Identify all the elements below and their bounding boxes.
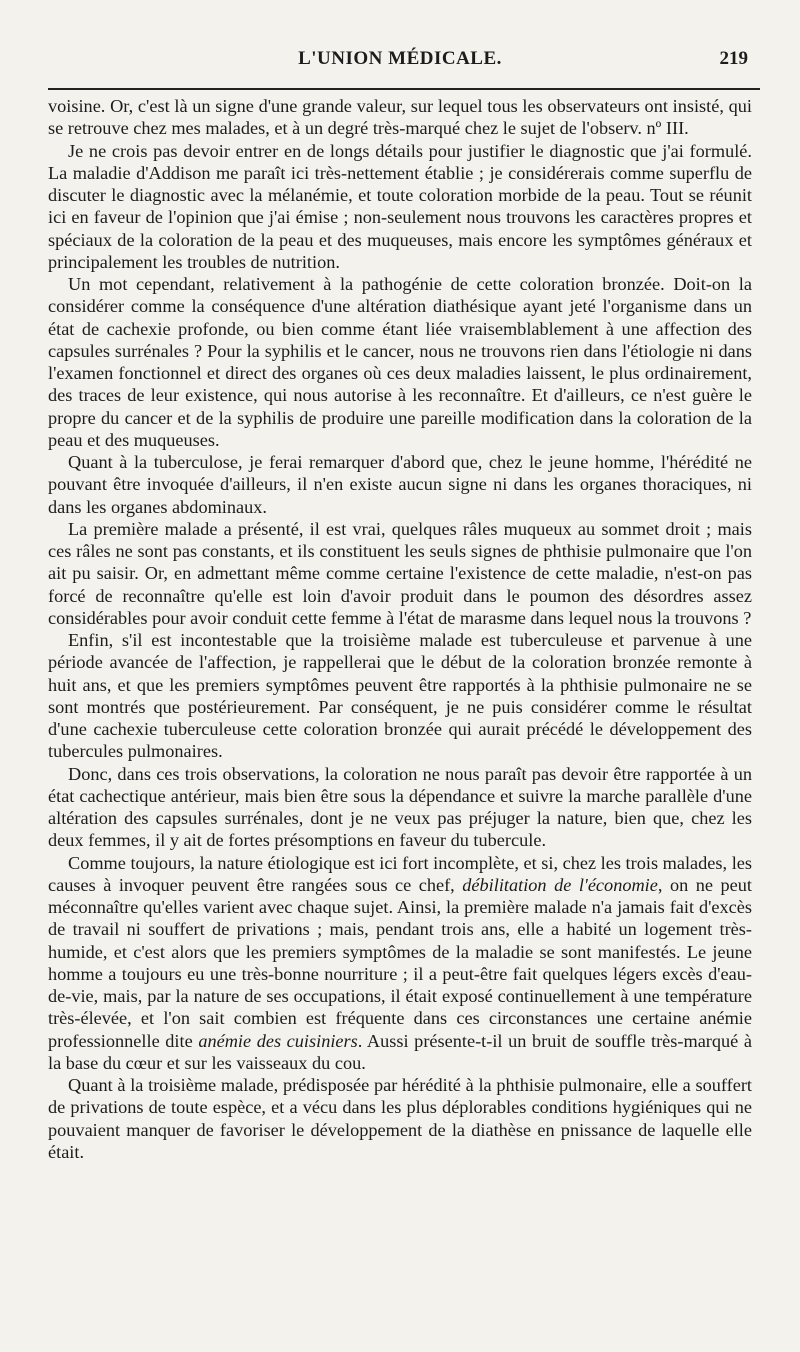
paragraph — [48, 852, 752, 1075]
text-run: Je ne crois pas devoir entrer en de longs détails pour justifier le diagnostic que j'ai formulé. La maladie d'Addison me paraît ici très-nettement établie ; je considérerais comme superflu de discuter le diagnostic avec la mélanémie, et toute coloration morbide de la peau. Tout se réunit ici en faveur de l'opinion que j'ai émise ; non-seulement nous trouvons les caractères propres et spéciaux de la coloration de la peau et des muqueuses, mais encore les symptômes généraux et principalement les troubles de nutrition. — [48, 140, 752, 272]
italic-phrase: anémie des cuisiniers — [198, 1030, 358, 1051]
body-text — [48, 95, 752, 1163]
text-run: , on ne peut méconnaître qu'elles varient avec chaque sujet. Ainsi, la première malade n'a jamais fait d'excès de travail ni souffert de privations ; mais, pendant trois ans, elle a habité un logement très-humide, et c'est alors que les premiers symptômes de la maladie se sont manifestés. Le jeune homme a toujours eu une très-bonne nourriture ; il a peut-être fait quelques légers excès d'eau-de-vie, mais, par la nature de ses occupations, il était exposé continuellement à une température très-élevée, et l'on sait combien est fréquente dans ces circonstances une certaine anémie professionnelle dite — [48, 874, 752, 1051]
paragraph — [48, 140, 752, 274]
paragraph — [48, 629, 752, 763]
paragraph — [48, 763, 752, 852]
italic-phrase: débilitation de l'économie — [462, 874, 658, 895]
header-rule — [48, 88, 760, 90]
journal-title: L'UNION MÉDICALE. — [298, 48, 502, 69]
paragraph — [48, 518, 752, 629]
text-run: La première malade a présenté, il est vrai, quelques râles muqueux au sommet droit ; mais ces râles ne sont pas constants, et ils constituent les seuls signes de phthisie pulmonaire que l'on ait pu saisir. Or, en admettant même comme certaine l'existence de cette maladie, n'est-on pas forcé de reconnaître qu'elle est loin d'avoir produit dans le poumon des désordres assez considérables pour avoir conduit cette femme à l'état de marasme dans lequel nous la trouvons ? — [48, 518, 752, 628]
text-run: voisine. Or, c'est là un signe d'une grande valeur, sur lequel tous les observateurs ont insisté, qui se retrouve chez mes malades, et à un degré très-marqué chez le sujet de l'observ. nº III. — [48, 96, 752, 139]
text-run: Enfin, s'il est incontestable que la troisième malade est tuberculeuse et parvenue à une période avancée de l'affection, je rappellerai que le début de la coloration bronzée remonte à huit ans, et que les premiers symptômes peuvent être rapportés à la phthisie pulmonaire ne se sont montrés que postérieurement. Par conséquent, je ne puis considérer comme le résultat d'une cachexie tuberculeuse cette coloration bronzée qui aurait précédé le développement des tubercules pulmonaires. — [48, 630, 752, 762]
text-run: Comme toujours, la nature étiologique est ici fort incomplète, et si, chez les trois malades, les causes à invoquer peuvent être rangées sous ce chef, — [48, 852, 752, 895]
paragraph — [48, 1074, 752, 1163]
paragraph — [48, 95, 752, 140]
text-run: Un mot cependant, relativement à la pathogénie de cette coloration bronzée. Doit-on la considérer comme la conséquence d'une altération diathésique ayant jeté l'organisme dans un état de cachexie profonde, ou bien comme étant liée vraisemblablement à une affection des capsules surrénales ? Pour la syphilis et le cancer, nous ne trouvons rien dans l'étiologie ni dans l'examen fonctionnel et direct des organes où ces deux maladies laissent, le plus ordinairement, des traces de leur existence, qui nous autorise à les reconnaître. Et d'ailleurs, ce n'est guère le propre du cancer et de la syphilis de produire une pareille modification dans la coloration de la peau et des muqueuses. — [48, 274, 752, 450]
paragraph — [48, 273, 752, 451]
page-number: 219 — [719, 48, 748, 69]
running-header — [48, 48, 752, 82]
text-run: . Aussi présente-t-il un bruit de souffle très-marqué à la base du cœur et sur les vaisseaux du cou. — [48, 1030, 752, 1073]
paragraph — [48, 451, 752, 518]
text-run: Donc, dans ces trois observations, la coloration ne nous paraît pas devoir être rapportée à un état cachectique antérieur, mais bien être sous la dépendance et suivre la marche parallèle d'une altération des capsules surrénales, dont je ne veux pas préjuger la nature, bien que, chez les deux femmes, il y ait de fortes présomptions en faveur du tubercule. — [48, 763, 752, 851]
text-run: Quant à la tuberculose, je ferai remarquer d'abord que, chez le jeune homme, l'hérédité ne pouvant être invoquée d'ailleurs, il n'en existe aucun signe ni dans les organes thoraciques, ni dans les organes abdominaux. — [48, 452, 752, 517]
text-run: Quant à la troisième malade, prédisposée par hérédité à la phthisie pulmonaire, elle a souffert de privations de toute espèce, et a vécu dans les plus déplorables conditions hygiéniques qui ne pouvaient manquer de favoriser le développement de la diathèse en pnissance de laquelle elle était. — [48, 1075, 752, 1162]
